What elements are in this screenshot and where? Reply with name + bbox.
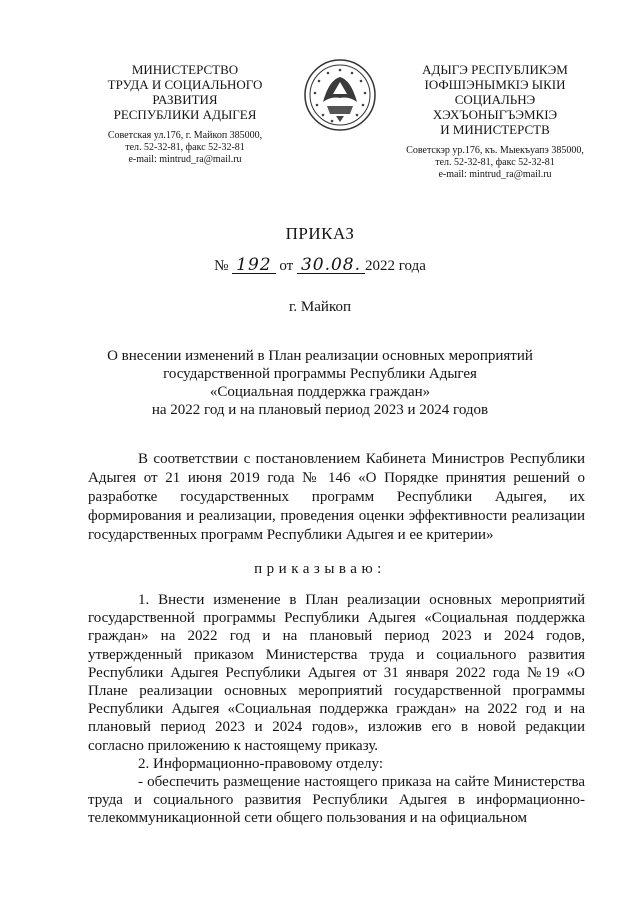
contact-line: Советская ул.176, г. Майкоп 385000, bbox=[107, 130, 263, 141]
ministry-name-line: И МИНИСТЕРСТВ bbox=[440, 122, 550, 137]
order-subject bbox=[80, 347, 560, 419]
subject-line: «Социальная поддержка граждан» bbox=[209, 384, 431, 400]
order-number-prefix: № bbox=[214, 258, 229, 274]
order-number: 192 bbox=[232, 258, 275, 274]
contact-line: e-mail: mintrud_ra@mail.ru bbox=[128, 154, 242, 165]
coat-of-arms-emblem-icon bbox=[303, 58, 377, 132]
contact-line: тел. 52-32-81, факс 52-32-81 bbox=[435, 157, 555, 168]
ministry-name-line: АДЫГЭ РЕСПУБЛИКЭМ bbox=[422, 62, 568, 77]
contact-line: e-mail: mintrud_ra@mail.ru bbox=[438, 169, 552, 180]
ministry-header-right bbox=[390, 62, 600, 181]
body-paragraph: 1. Внести изменение в План реализации основных мероприятий государственной программы Республики Адыгея «Социальная поддержка граждан» на 2022 год и на плановый период 2023 и 2024 годов, утвержденный приказом Министерства труда и социального развития Республики Адыгея Республики Адыгея от 31 января 2022 года №19 «О Плане реализации основных мероприятий государственной программы Республики Адыгея «Социальная поддержка граждан» на 2022 год и на плановый период 2023 и 2024 годов», изложив его в новой редакции согласно приложению к настоящему приказу. bbox=[88, 592, 585, 754]
order-city: г. Майкоп bbox=[288, 299, 352, 315]
ministry-name-line: МИНИСТЕРСТВО bbox=[131, 62, 239, 77]
ministry-name-line: ТРУДА И СОЦИАЛЬНОГО bbox=[107, 77, 263, 92]
order-preamble: В соответствии с постановлением Кабинета Министров Республики Адыгея от 21 июня 2019 года № 146 «О Порядке принятия решений о разработке государственных программ Республики Адыгея, их формирования и реализации, проведения оценки эффективности реализации государственных программ Республики Адыгея и ее критерии» bbox=[88, 451, 585, 543]
ministry-name-ru bbox=[70, 62, 300, 122]
order-number-date-line bbox=[0, 255, 640, 275]
ministry-name-line: ХЭХЪОНЫГЪЭМКІЭ bbox=[432, 107, 558, 122]
order-date: 30.08. bbox=[297, 258, 365, 274]
subject-line: на 2022 год и на плановый период 2023 и 2024 годов bbox=[151, 402, 489, 418]
order-year: 2022 года bbox=[365, 258, 426, 274]
ministry-contacts-ru bbox=[70, 130, 300, 166]
order-body bbox=[88, 591, 585, 828]
ministry-name-line: РЕСПУБЛИКИ АДЫГЕЯ bbox=[113, 107, 257, 122]
contact-line: Советскэр ур.176, къ. Мыекъуапэ 385000, bbox=[406, 145, 584, 156]
subject-line: О внесении изменений в План реализации основных мероприятий bbox=[107, 348, 533, 364]
ministry-name-line: ІОФШІЭНЫМКІЭ ЫКІИ bbox=[424, 77, 566, 92]
ministry-header-left bbox=[70, 62, 300, 166]
ministry-name-line: СОЦИАЛЬНЭ bbox=[454, 92, 536, 107]
order-title: ПРИКАЗ bbox=[285, 224, 355, 243]
order-date-prefix: от bbox=[279, 258, 294, 274]
ministry-contacts-adyghe bbox=[390, 145, 600, 181]
ministry-name-line: РАЗВИТИЯ bbox=[152, 92, 218, 107]
ministry-name-adyghe bbox=[390, 62, 600, 137]
body-paragraph: - обеспечить размещение настоящего приказа на сайте Министерства труда и социального развития Республики Адыгея в информационно-телекоммуникационной сети общего пользования и на официальном bbox=[88, 774, 585, 827]
order-verb: приказываю: bbox=[254, 561, 386, 577]
contact-line: тел. 52-32-81, факс 52-32-81 bbox=[125, 142, 245, 153]
body-paragraph: 2. Информационно-правовому отделу: bbox=[138, 755, 384, 772]
subject-line: государственной программы Республики Адыгея bbox=[163, 366, 477, 382]
